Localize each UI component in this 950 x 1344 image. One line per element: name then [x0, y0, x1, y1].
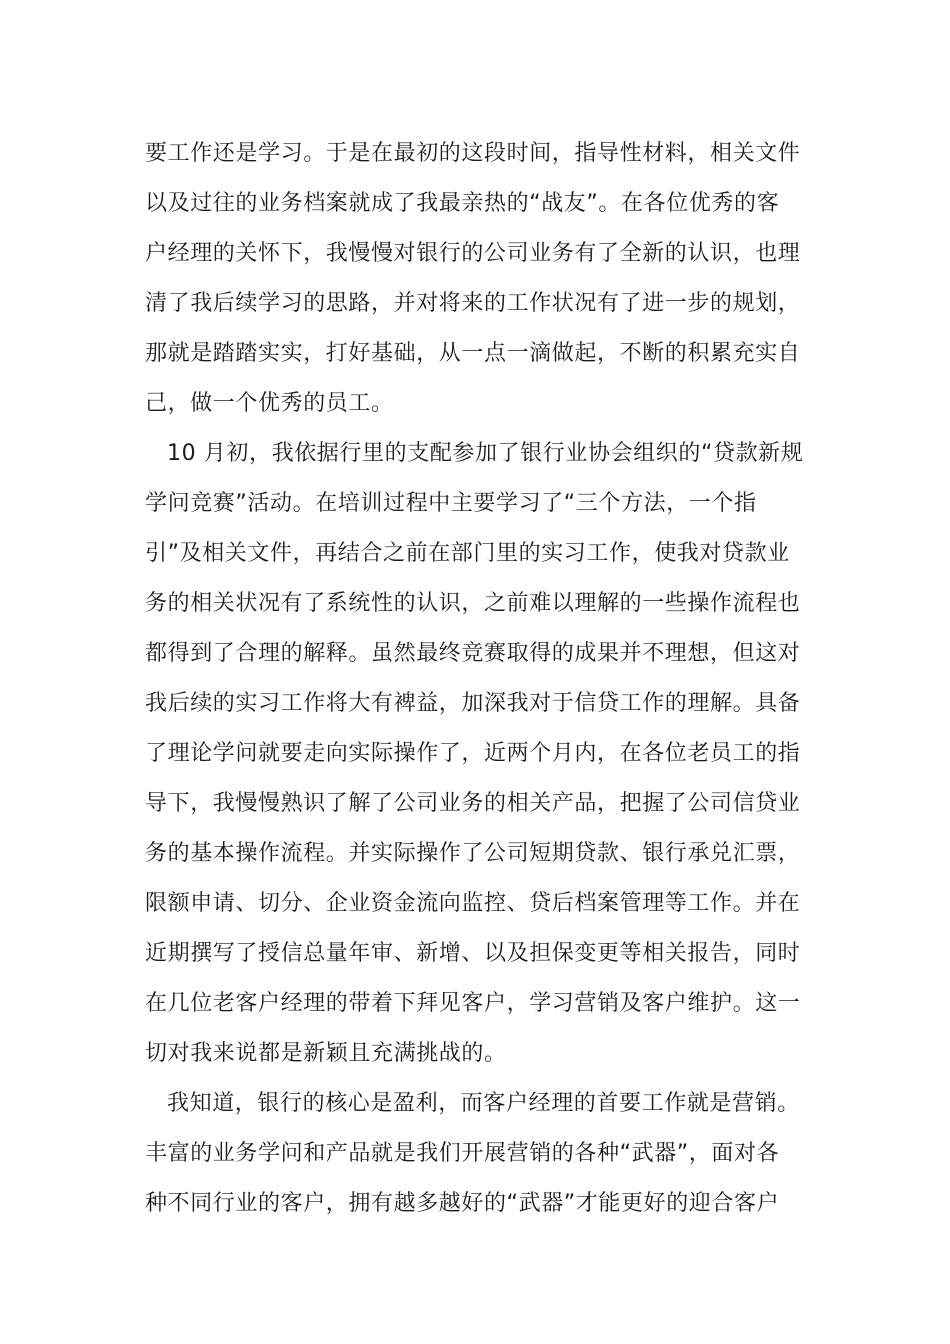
- text-line: 己，做一个优秀的员工。: [145, 391, 394, 416]
- text-line: 在几位老客户经理的带着下拜见客户，学习营销及客户维护。这一: [145, 991, 801, 1016]
- text-line: 种不同行业的客户，拥有越多越好的“武器”才能更好的迎合客户: [145, 1191, 780, 1216]
- text-line: 引”及相关文件，再结合之前在部门里的实习工作，使我对贷款业: [145, 541, 790, 566]
- text-line: 户经理的关怀下，我慢慢对银行的公司业务有了全新的认识，也理: [145, 241, 801, 266]
- paragraph-2: [145, 429, 810, 1079]
- text-line: 以及过往的业务档案就成了我最亲热的“战友”。在各位优秀的客: [145, 191, 780, 216]
- text-line: 10 月初，我依据行里的支配参加了银行业协会组织的“贷款新规: [167, 441, 804, 466]
- text-line: 务的基本操作流程。并实际操作了公司短期贷款、银行承兑汇票，: [145, 841, 801, 866]
- text-line: 我知道，银行的核心是盈利，而客户经理的首要工作就是营销。: [167, 1091, 800, 1116]
- text-line: 要工作还是学习。于是在最初的这段时间，指导性材料，相关文件: [145, 141, 801, 166]
- text-line: 限额申请、切分、企业资金流向监控、贷后档案管理等工作。并在: [145, 891, 801, 916]
- paragraph-3: [145, 1079, 810, 1229]
- text-line: 都得到了合理的解释。虽然最终竞赛取得的成果并不理想，但这对: [145, 641, 801, 666]
- text-line: 那就是踏踏实实，打好基础，从一点一滴做起，不断的积累充实自: [145, 341, 801, 366]
- text-line: 务的相关状况有了系统性的认识，之前难以理解的一些操作流程也: [145, 591, 801, 616]
- text-line: 导下，我慢慢熟识了解了公司业务的相关产品，把握了公司信贷业: [145, 791, 801, 816]
- text-line: 了理论学问就要走向实际操作了，近两个月内，在各位老员工的指: [145, 741, 801, 766]
- paragraph-1: [145, 129, 810, 429]
- text-line: 学问竞赛”活动。在培训过程中主要学习了“三个方法，一个指: [145, 491, 757, 516]
- text-line: 清了我后续学习的思路，并对将来的工作状况有了进一步的规划，: [145, 291, 801, 316]
- text-line: 切对我来说都是新颖且充满挑战的。: [145, 1041, 507, 1066]
- text-line: 近期撰写了授信总量年审、新增、以及担保变更等相关报告，同时: [145, 941, 801, 966]
- text-line: 丰富的业务学问和产品就是我们开展营销的各种“武器”，面对各: [145, 1141, 780, 1166]
- document-body: [145, 129, 810, 1229]
- text-line: 我后续的实习工作将大有裨益，加深我对于信贷工作的理解。具备: [145, 691, 801, 716]
